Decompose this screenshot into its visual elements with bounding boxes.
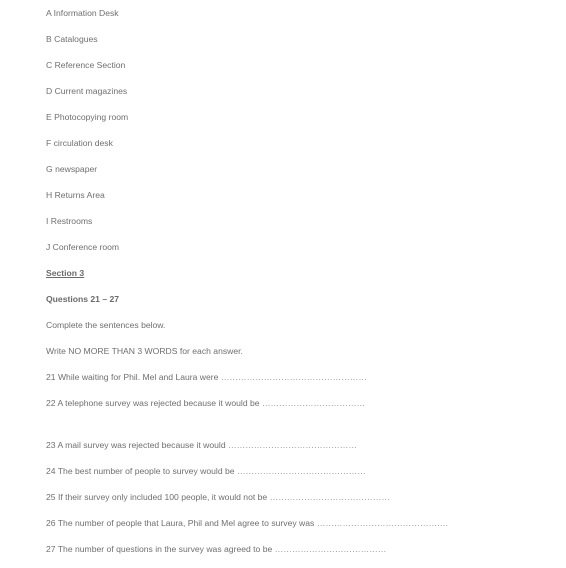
answer-blank: ……………………………………… [228,440,357,450]
option-item: H Returns Area [46,190,105,200]
instruction-text: Write NO MORE THAN 3 WORDS for each answer. [46,346,243,356]
option-item: E Photocopying room [46,112,129,122]
question-text: 27 The number of questions in the survey was agreed to be [46,544,275,554]
question-item [46,465,366,477]
questions-range: Questions 21 – 27 [46,294,120,304]
option-item: I Restrooms [46,216,93,226]
section-title[interactable]: Section 3 [46,268,85,278]
option-item: D Current magazines [46,86,128,96]
option-item: A Information Desk [46,8,119,18]
option-item: J Conference room [46,242,120,252]
question-text: 25 If their survey only included 100 people, it would not be [46,492,270,502]
question-item [46,439,357,451]
instruction-text: Complete the sentences below. [46,320,166,330]
question-text: 21 While waiting for Phil. Mel and Laura were [46,372,221,382]
question-item [46,543,386,555]
question-item [46,491,390,503]
answer-blank: …………………………………… [269,492,390,502]
option-item: F circulation desk [46,138,113,148]
question-item [46,371,367,383]
option-item: C Reference Section [46,60,126,70]
answer-blank: ………………………………… [274,544,387,554]
question-text: 24 The best number of people to survey would be [46,466,237,476]
question-text: 26 The number of people that Laura, Phil and Mel agree to survey was [46,518,317,528]
answer-blank: ……………………………… [261,398,366,408]
option-item: G newspaper [46,164,98,174]
question-item [46,517,448,529]
question-item [46,397,365,409]
answer-blank: …………………………………………… [220,372,367,382]
question-text: 23 A mail survey was rejected because it would [46,440,228,450]
option-item: B Catalogues [46,34,98,44]
answer-blank: ……………………………………… [236,466,366,476]
question-text: 22 A telephone survey was rejected because it would be [46,398,262,408]
answer-blank: ………………………………………. [316,518,449,528]
